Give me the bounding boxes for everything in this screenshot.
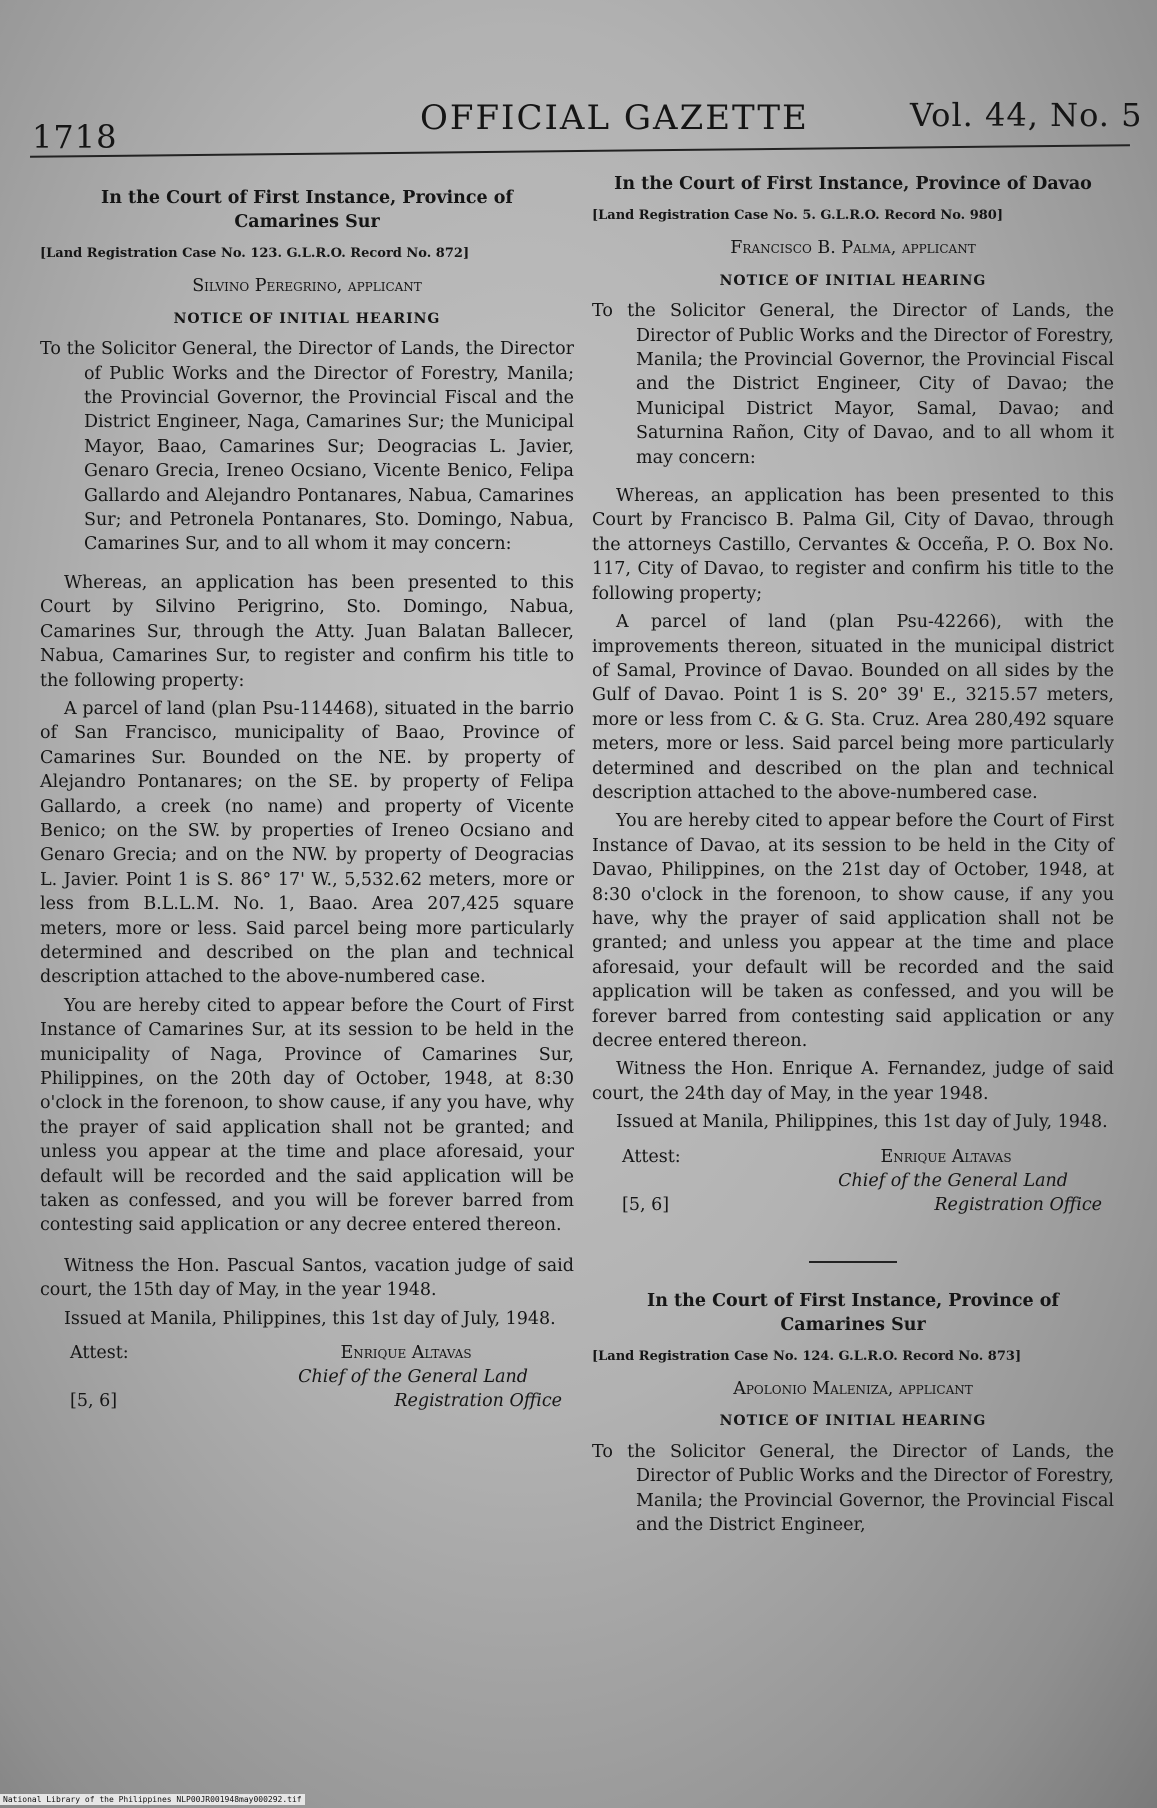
addressees-2: To the Solicitor General, the Director of Lands, the Director of Public Works and the Director of Forestry, Manila; the Provincial Governor, the Provincial Fiscal and the District Engineer,: [592, 1441, 1114, 1536]
addressees: To the Solicitor General, the Director of Lands, the Director of Public Works and the Director of Forestry, Manila; the Provincial Governor, the Provincial Fiscal and the District Engineer, Naga, Camarines Sur; the Municipal Mayor, Baao, Camarines Sur; Deogracias L. Javier, Genaro Grecia, Ireneo Ocsiano, Vicente Benico, Felipa Gallardo and Alejandro Pontanares, Nabua, Camarines Sur; and Petronela Pontanares, Sto. Domingo, Nabua, Camarines Sur, and to all whom it may concern:: [40, 339, 574, 555]
attestation: [592, 1145, 1114, 1241]
publication-numbers: [5, 6]: [70, 1391, 118, 1412]
page-number: 1718: [32, 118, 118, 156]
citation-paragraph: You are hereby cited to appear before the Court of First Instance of Davao, at its session to be held in the City of Davao, Philippines, on the 21st day of October, 1948, at 8:30 o'clock in the forenoon, to show cause, if any you have, why the prayer of said application shall not be granted; and unless you appear at the time and place aforesaid, your default will be recorded and the said application will be taken as confessed, and you will be forever barred from contesting said application or any decree entered thereon.: [592, 811, 1114, 1051]
issued-paragraph: Issued at Manila, Philippines, this 1st day of July, 1948.: [64, 1308, 556, 1329]
signer-title-line2: Registration Office: [934, 1194, 1102, 1215]
scan-footer: National Library of the Philippines NLP00JR001948may000292.tif: [0, 1794, 305, 1805]
notice-title-2: NOTICE OF INITIAL HEARING: [719, 1413, 987, 1430]
signer-title-line2: Registration Office: [394, 1391, 562, 1412]
notice-title: NOTICE OF INITIAL HEARING: [719, 272, 987, 289]
applicant-name: Silvino Peregrino, applicant: [192, 276, 422, 297]
court-heading: In the Court of First Instance, Province of Davao: [614, 174, 1092, 194]
publication-title: OFFICIAL GAZETTE: [420, 98, 809, 138]
attest-label: Attest:: [70, 1343, 129, 1364]
left-column: [40, 186, 574, 1437]
attestation: [40, 1341, 574, 1437]
witness-paragraph: Witness the Hon. Pascual Santos, vacation judge of said court, the 15th day of May, in the year 1948.: [40, 1255, 574, 1301]
header-rule: [30, 144, 1130, 158]
property-paragraph: A parcel of land (plan Psu-114468), situated in the barrio of San Francisco, municipality of Baao, Province of Camarines Sur. Bounded on the NE. by property of Alejandro Pontanares; on the SE. by property of Felipa Gallardo, a creek (no name) and property of Vicente Benico; on the SW. by properties of Ireneo Ocsiano and Genaro Grecia; and on the NW. by property of Deogracias L. Javier. Point 1 is S. 86° 17' W., 5,532.62 meters, more or less from B.L.L.M. No. 1, Baao. Area 207,425 square meters, more or less. Said parcel being more particularly determined and described on the plan and technical description attached to the above-numbered case.: [40, 698, 574, 988]
citation-paragraph: You are hereby cited to appear before the Court of First Instance of Camarines Sur, at its session to be held in the municipality of Naga, Province of Camarines Sur, Philippines, on the 20th day of October, 1948, at 8:30 o'clock in the forenoon, to show cause, if any you have, why the prayer of said application shall not be granted; and unless you appear at the time and place aforesaid, your default will be recorded and the said application will be taken as confessed, and you will be forever barred from contesting said application or any decree entered thereon.: [40, 995, 574, 1236]
signer-name: Enrique Altavas: [340, 1343, 472, 1364]
section-divider: [809, 1261, 897, 1263]
publication-numbers: [5, 6]: [622, 1194, 670, 1215]
signer-title-line1: Chief of the General Land: [298, 1367, 528, 1388]
case-reference-2: [Land Registration Case No. 124. G.L.R.O. Record No. 873]: [592, 1348, 1022, 1364]
witness-paragraph: Witness the Hon. Enrique A. Fernandez, judge of said court, the 24th day of May, in the year 1948.: [592, 1059, 1114, 1104]
issued-paragraph: Issued at Manila, Philippines, this 1st day of July, 1948.: [616, 1112, 1108, 1133]
notice-title: NOTICE OF INITIAL HEARING: [173, 310, 441, 327]
case-reference: [Land Registration Case No. 5. G.L.R.O. Record No. 980]: [592, 208, 1003, 223]
applicant-name-2: Apolonio Maleniza, applicant: [733, 1379, 973, 1400]
attest-label: Attest:: [622, 1146, 681, 1167]
property-paragraph: A parcel of land (plan Psu-42266), with the improvements thereon, situated in the municipal district of Samal, Province of Davao. Bounded on all sides by the Gulf of Davao. Point 1 is S. 20° 39' E., 3215.57 meters, more or less from C. & G. Sta. Cruz. Area 280,492 square meters, more or less. Said parcel being more particularly determined and described on the plan and technical description attached to the above-numbered case.: [592, 612, 1114, 803]
signer-title-line1: Chief of the General Land: [838, 1170, 1068, 1191]
application-paragraph: Whereas, an application has been presented to this Court by Francisco B. Palma Gil, City of Davao, through the attorneys Castillo, Cervantes & Occeña, P. O. Box No. 117, City of Davao, to register and confirm his title to the following property;: [592, 486, 1114, 604]
case-reference: [Land Registration Case No. 123. G.L.R.O. Record No. 872]: [40, 246, 470, 261]
signer-name: Enrique Altavas: [880, 1146, 1012, 1167]
addressees: To the Solicitor General, the Director of Lands, the Director of Public Works and the Director of Forestry, Manila; the Provincial Governor, the Provincial Fiscal and the District Engineer, City of Davao; the Municipal District Mayor, Samal, Davao; and Saturnina Rañon, City of Davao, and to all whom it may concern:: [592, 301, 1114, 468]
right-column: [592, 172, 1114, 1551]
applicant-name: Francisco B. Palma, applicant: [730, 238, 976, 259]
application-paragraph: Whereas, an application has been presented to this Court by Silvino Perigrino, Sto. Domingo, Nabua, Camarines Sur, through the Atty. Juan Balatan Ballecer, Nabua, Camarines Sur, to register and confirm his title to the following property:: [40, 572, 574, 691]
court-heading: In the Court of First Instance, Province of Camarines Sur: [101, 188, 513, 232]
court-heading-2: In the Court of First Instance, Province of Camarines Sur: [647, 1290, 1059, 1335]
volume-number: Vol. 44, No. 5: [910, 96, 1143, 134]
